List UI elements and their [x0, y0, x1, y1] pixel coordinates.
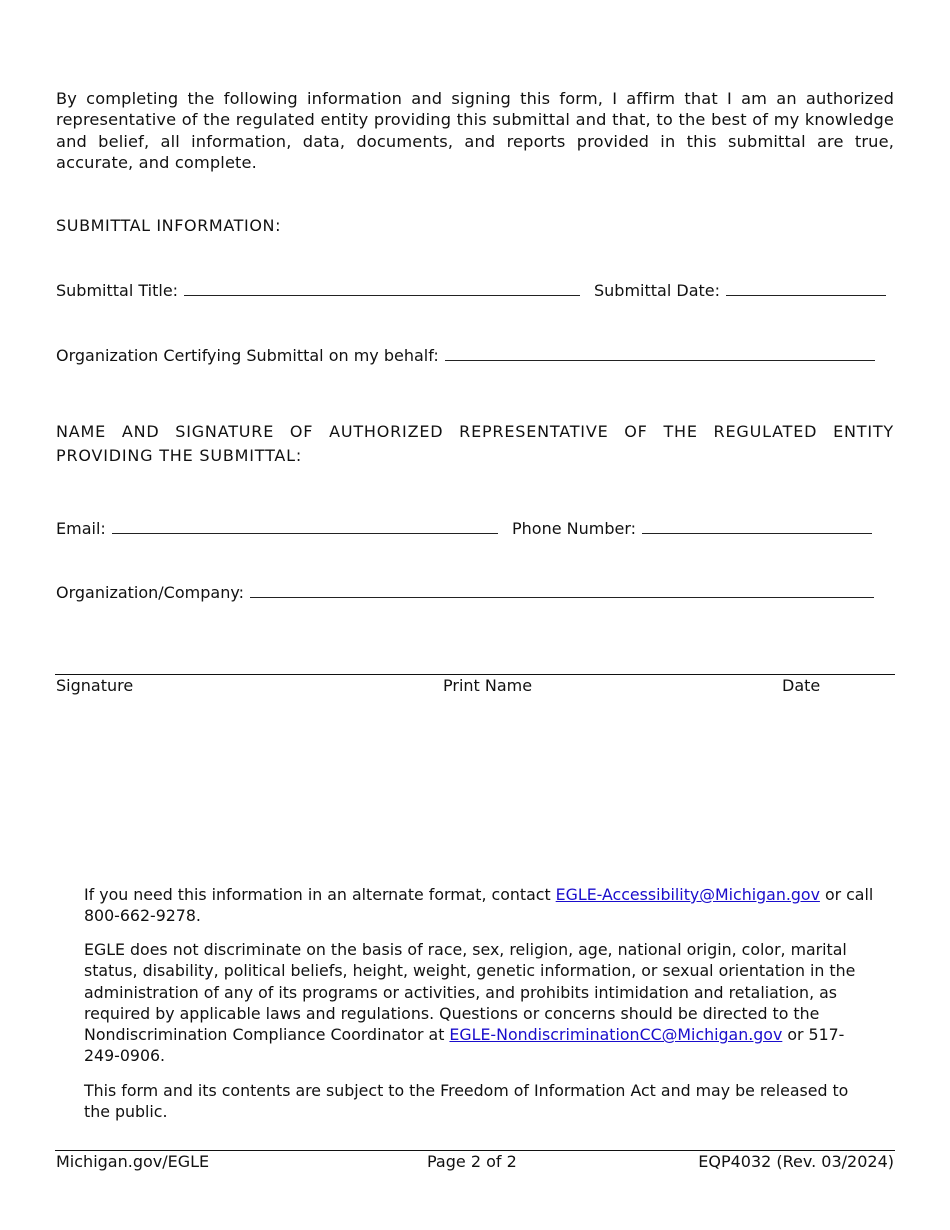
date-label: Date — [782, 676, 821, 695]
accessibility-notice — [84, 884, 874, 927]
organization-company-field[interactable] — [56, 583, 874, 602]
certifying-organization-field[interactable] — [56, 346, 875, 365]
organization-company-input-line[interactable] — [250, 583, 874, 598]
footer-divider — [55, 1150, 895, 1151]
print-name-label: Print Name — [443, 676, 533, 695]
footer-page-number: Page 2 of 2 — [427, 1152, 517, 1171]
email-field[interactable] — [56, 519, 498, 538]
submittal-title-field[interactable] — [56, 281, 580, 300]
accessibility-email-link[interactable]: EGLE-Accessibility@Michigan.gov — [555, 885, 820, 904]
submittal-date-input-line[interactable] — [726, 281, 886, 296]
email-input-line[interactable] — [112, 519, 498, 534]
signature-label: Signature — [56, 676, 134, 695]
representative-heading: NAME AND SIGNATURE OF AUTHORIZED REPRESENTATIVE OF THE REGULATED ENTITY PROVIDING THE SUBMITTAL: — [56, 422, 894, 465]
phone-number-field[interactable] — [512, 519, 872, 538]
phone-number-input-line[interactable] — [642, 519, 872, 534]
email-label: Email: — [56, 519, 106, 538]
organization-company-label: Organization/Company: — [56, 583, 245, 602]
signature-line[interactable] — [55, 674, 895, 675]
submittal-date-label: Submittal Date: — [594, 281, 720, 300]
nondiscrimination-notice — [84, 939, 874, 1067]
submittal-date-field[interactable] — [594, 281, 886, 300]
certification-statement: By completing the following information and signing this form, I affirm that I am an authorized representative of the regulated entity providing this submittal and that, to the best of my knowledge and belief, all information, data, documents, and reports provided in this submittal are true, accurate, and complete. — [56, 89, 894, 172]
certifying-organization-input-line[interactable] — [445, 346, 875, 361]
submittal-title-input-line[interactable] — [184, 281, 580, 296]
nondiscrimination-text: EGLE does not discriminate on the basis of race, sex, religion, age, national origin, color, marital status, disability, political beliefs, height, weight, genetic information, or sexual orientation in the administration of any of its programs or activities, and prohibits intimidation and retaliation, as required by applicable laws and regulations. Questions or concerns should be directed to the Nondiscrimination Compliance Coordinator at — [84, 940, 856, 1045]
nondiscrimination-suffix: or 517-249-0906. — [84, 1025, 845, 1066]
footer-form-id: EQP4032 (Rev. 03/2024) — [698, 1152, 894, 1171]
foia-notice: This form and its contents are subject to the Freedom of Information Act and may be released to the public. — [84, 1081, 849, 1122]
submittal-information-heading: SUBMITTAL INFORMATION: — [56, 216, 282, 235]
submittal-title-label: Submittal Title: — [56, 281, 179, 300]
accessibility-suffix: or call 800-662-9278. — [84, 885, 874, 926]
phone-number-label: Phone Number: — [512, 519, 637, 538]
accessibility-prefix: If you need this information in an alternate format, contact — [84, 885, 556, 904]
footer-website: Michigan.gov/EGLE — [56, 1152, 210, 1171]
certifying-organization-label: Organization Certifying Submittal on my behalf: — [56, 346, 439, 365]
nondiscrimination-email-link[interactable]: EGLE-NondiscriminationCC@Michigan.gov — [449, 1025, 783, 1045]
